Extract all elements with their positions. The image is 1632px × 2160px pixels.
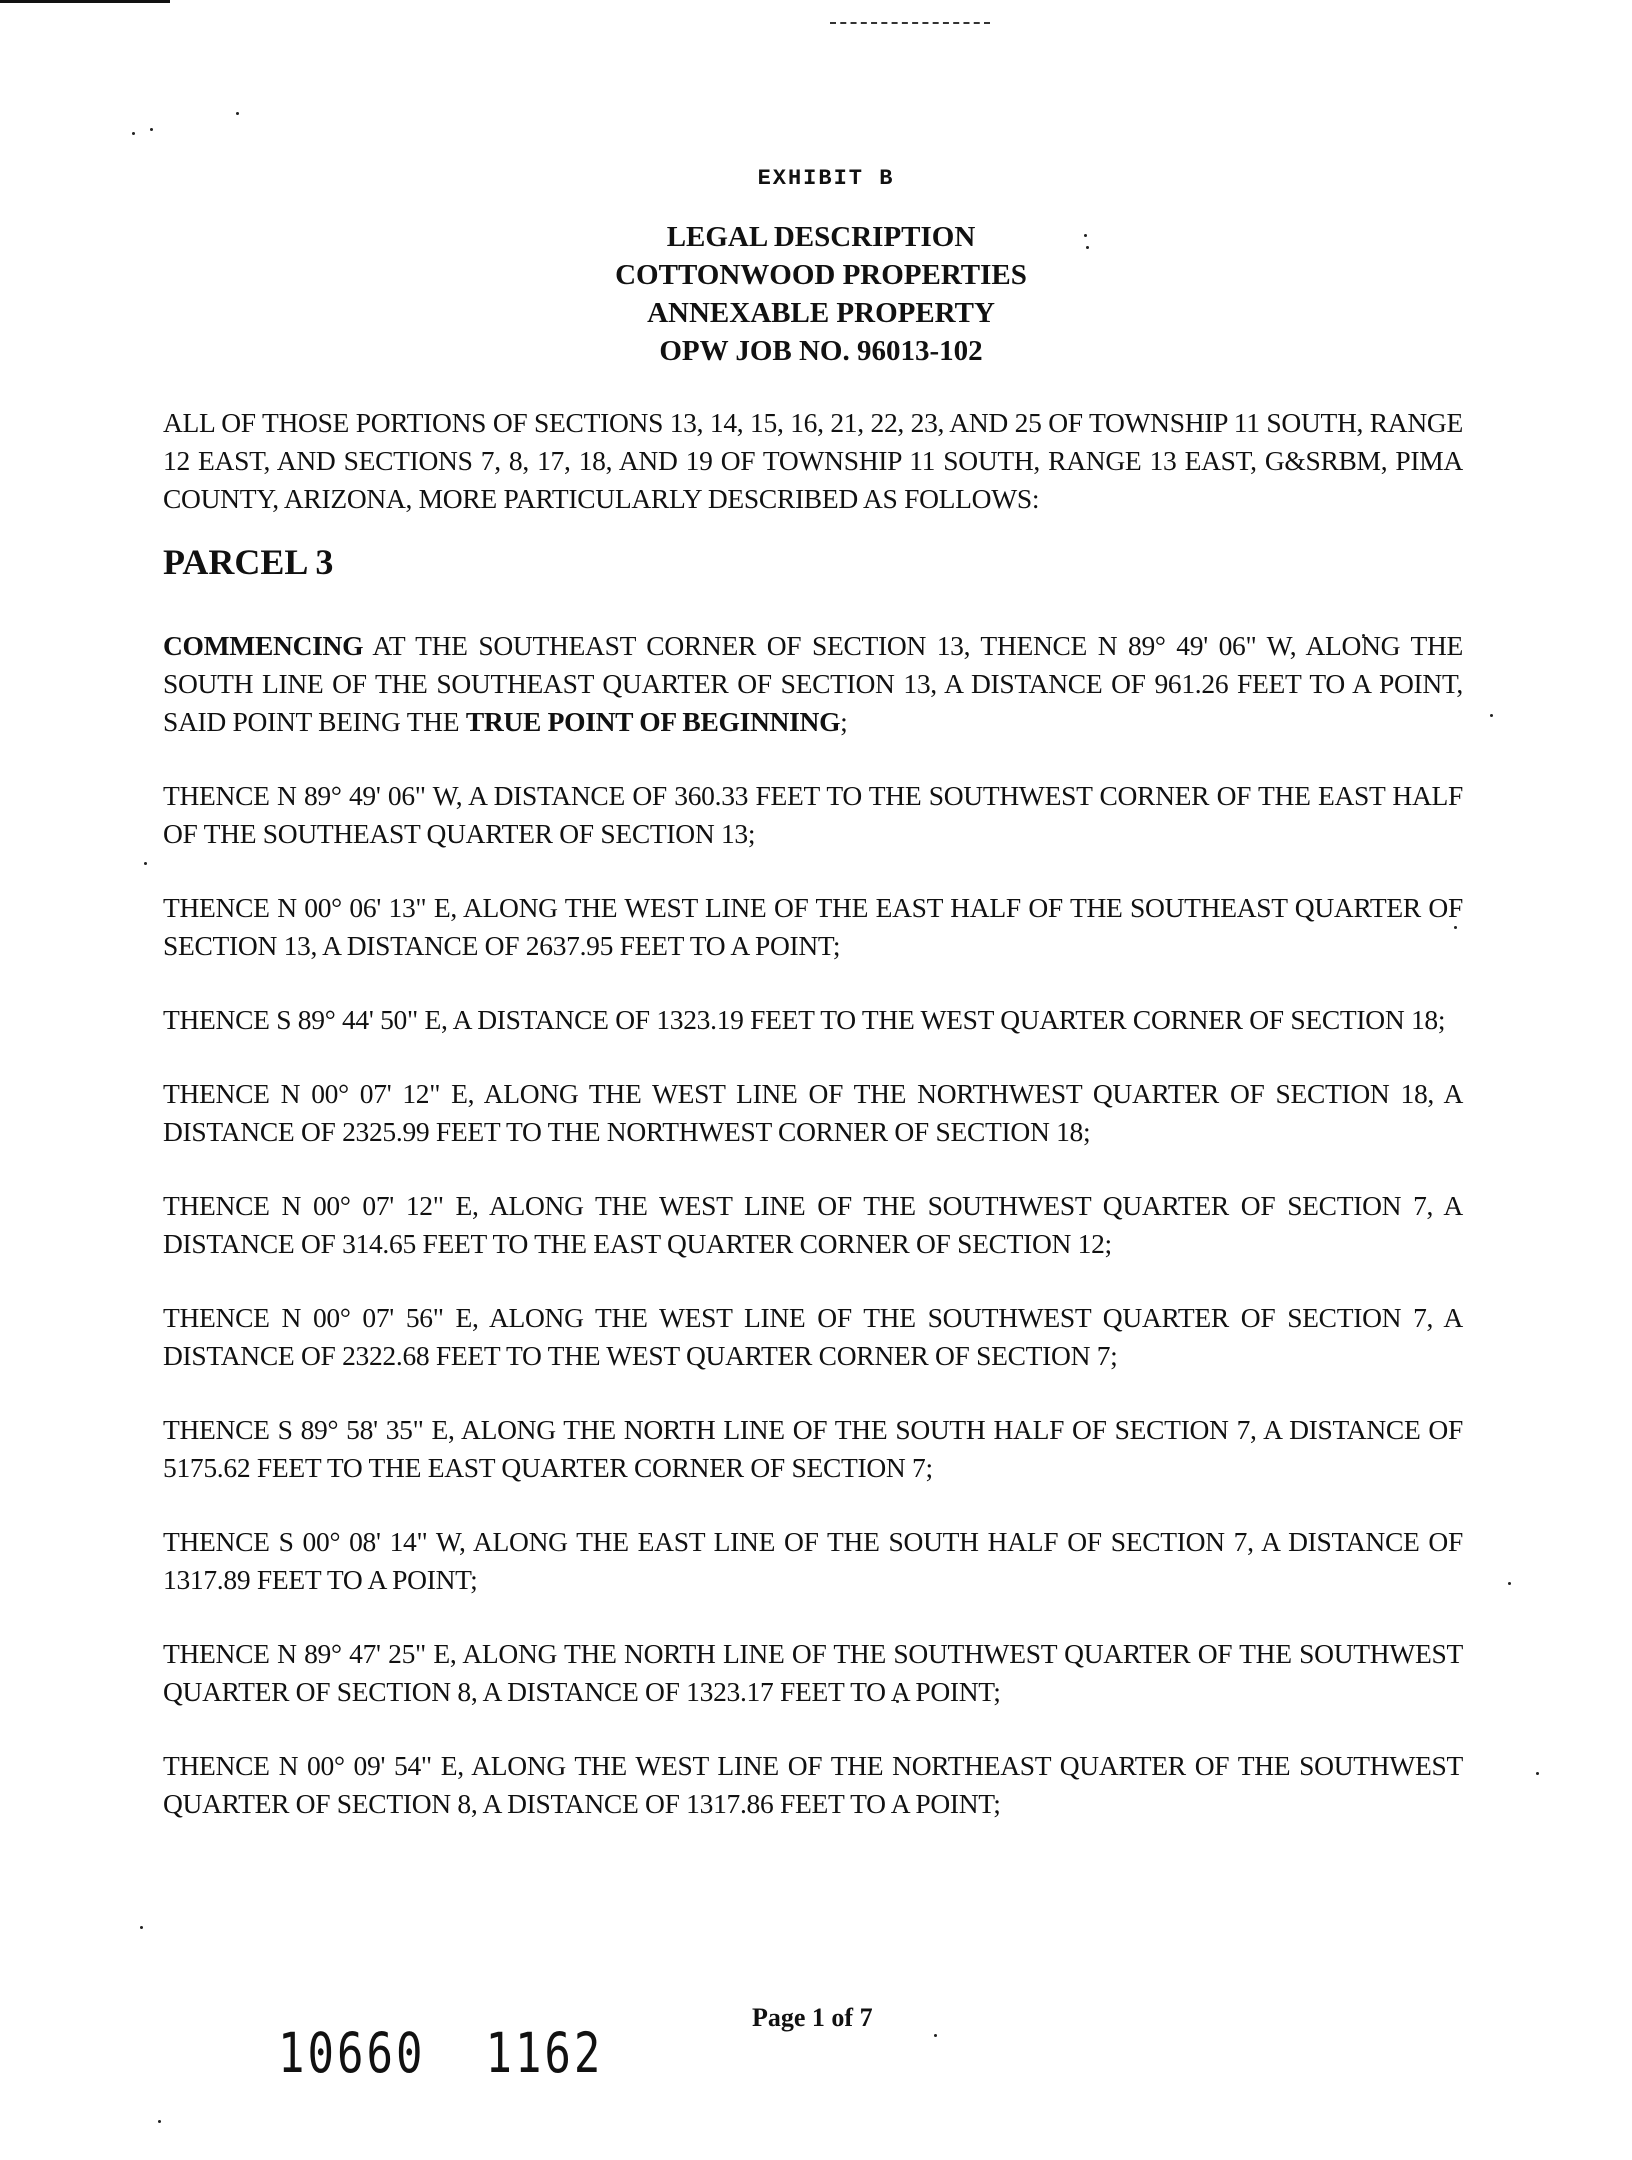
title-line-job-number: OPW JOB NO. 96013-102 [659,335,983,367]
page-number: Page 1 of 7 [752,2003,873,2032]
scan-speck [132,132,135,135]
scan-speck [140,1926,143,1929]
course-paragraph: THENCE N 00° 07' 12" E, ALONG THE WEST LINE OF THE NORTHWEST QUARTER OF SECTION 18, A DISTANCE OF 2325.99 FEET TO THE NORTHWEST CORNER OF SECTION 18; [163,1078,1463,1147]
scan-speck [1508,1582,1511,1585]
title-line-property-name: COTTONWOOD PROPERTIES [615,259,1027,291]
course-paragraph: THENCE N 89° 47' 25" E, ALONG THE NORTH LINE OF THE SOUTHWEST QUARTER OF THE SOUTHWEST QUARTER OF SECTION 8, A DISTANCE OF 1323.17 FEET TO A POINT; [163,1638,1463,1707]
recording-stamp [278,2022,603,2086]
course-paragraph: THENCE S 00° 08' 14" W, ALONG THE EAST LINE OF THE SOUTH HALF OF SECTION 7, A DISTANCE OF 1317.89 FEET TO A POINT; [163,1526,1463,1595]
scan-speck [236,112,239,115]
intro-paragraph: ALL OF THOSE PORTIONS OF SECTIONS 13, 14, 15, 16, 21, 22, 23, AND 25 OF TOWNSHIP 11 SOUTH, RANGE 12 EAST, AND SECTIONS 7, 8, 17, 18, AND 19 OF TOWNSHIP 11 SOUTH, RANGE 13 EAST, G&SRBM, PIMA COUNTY, ARIZONA, MORE PARTICULARLY DESCRIBED AS FOLLOWS: [163,407,1463,514]
parcel-heading: PARCEL 3 [163,542,334,582]
recording-page-number: 1162 [485,2022,604,2086]
course-paragraph: THENCE N 00° 07' 12" E, ALONG THE WEST LINE OF THE SOUTHWEST QUARTER OF SECTION 7, A DISTANCE OF 314.65 FEET TO THE EAST QUARTER CORNER OF SECTION 12; [163,1190,1463,1259]
scan-speck [144,862,147,865]
course-paragraph: THENCE N 00° 07' 56" E, ALONG THE WEST LINE OF THE SOUTHWEST QUARTER OF SECTION 7, A DISTANCE OF 2322.68 FEET TO THE WEST QUARTER CORNER OF SECTION 7; [163,1302,1463,1371]
title-line-property-type: ANNEXABLE PROPERTY [647,297,995,329]
recording-book-number: 10660 [278,2022,426,2086]
course-paragraph: THENCE S 89° 44' 50" E, A DISTANCE OF 1323.19 FEET TO THE WEST QUARTER CORNER OF SECTION 18; [163,1004,1446,1035]
scan-speck [934,2034,937,2037]
course-paragraph: THENCE N 00° 09' 54" E, ALONG THE WEST LINE OF THE NORTHEAST QUARTER OF THE SOUTHWEST QUARTER OF SECTION 8, A DISTANCE OF 1317.86 FEET TO A POINT; [163,1750,1463,1819]
course-paragraph: THENCE S 89° 58' 35" E, ALONG THE NORTH LINE OF THE SOUTH HALF OF SECTION 7, A DISTANCE OF 5175.62 FEET TO THE EAST QUARTER CORNER OF SECTION 7; [163,1414,1463,1483]
title-line-legal-description: LEGAL DESCRIPTION [666,221,976,253]
commencing-paragraph [163,627,1463,741]
scan-speck [150,128,153,131]
course-paragraph: THENCE N 00° 06' 13" E, ALONG THE WEST LINE OF THE EAST HALF OF THE SOUTHEAST QUARTER OF SECTION 13, A DISTANCE OF 2637.95 FEET TO A POINT; [163,892,1463,961]
top-scan-mark [830,22,990,24]
top-edge-rule [0,0,170,3]
exhibit-label: EXHIBIT B [757,166,895,191]
commencing-end: ; [840,706,848,737]
course-paragraph: THENCE N 89° 49' 06" W, A DISTANCE OF 360.33 FEET TO THE SOUTHWEST CORNER OF THE EAST HALF OF THE SOUTHEAST QUARTER OF SECTION 13; [163,780,1463,849]
commencing-lead: COMMENCING [163,630,364,661]
legal-description-body [163,404,1463,1859]
scan-speck [1536,1772,1539,1775]
true-point-of-beginning: TRUE POINT OF BEGINNING [465,706,841,737]
scan-speck [1490,714,1493,717]
scan-speck [158,2120,161,2123]
document-title-block [5,218,1632,370]
commencing-text: AT THE SOUTHEAST CORNER OF SECTION 13, THENCE N 89° 49' 06" W, ALONG THE SOUTH LINE OF THE SOUTHEAST QUARTER OF SECTION 13, A DISTANCE OF 961.26 FEET TO A POINT, SAID POINT BEING THE [163,630,1463,737]
